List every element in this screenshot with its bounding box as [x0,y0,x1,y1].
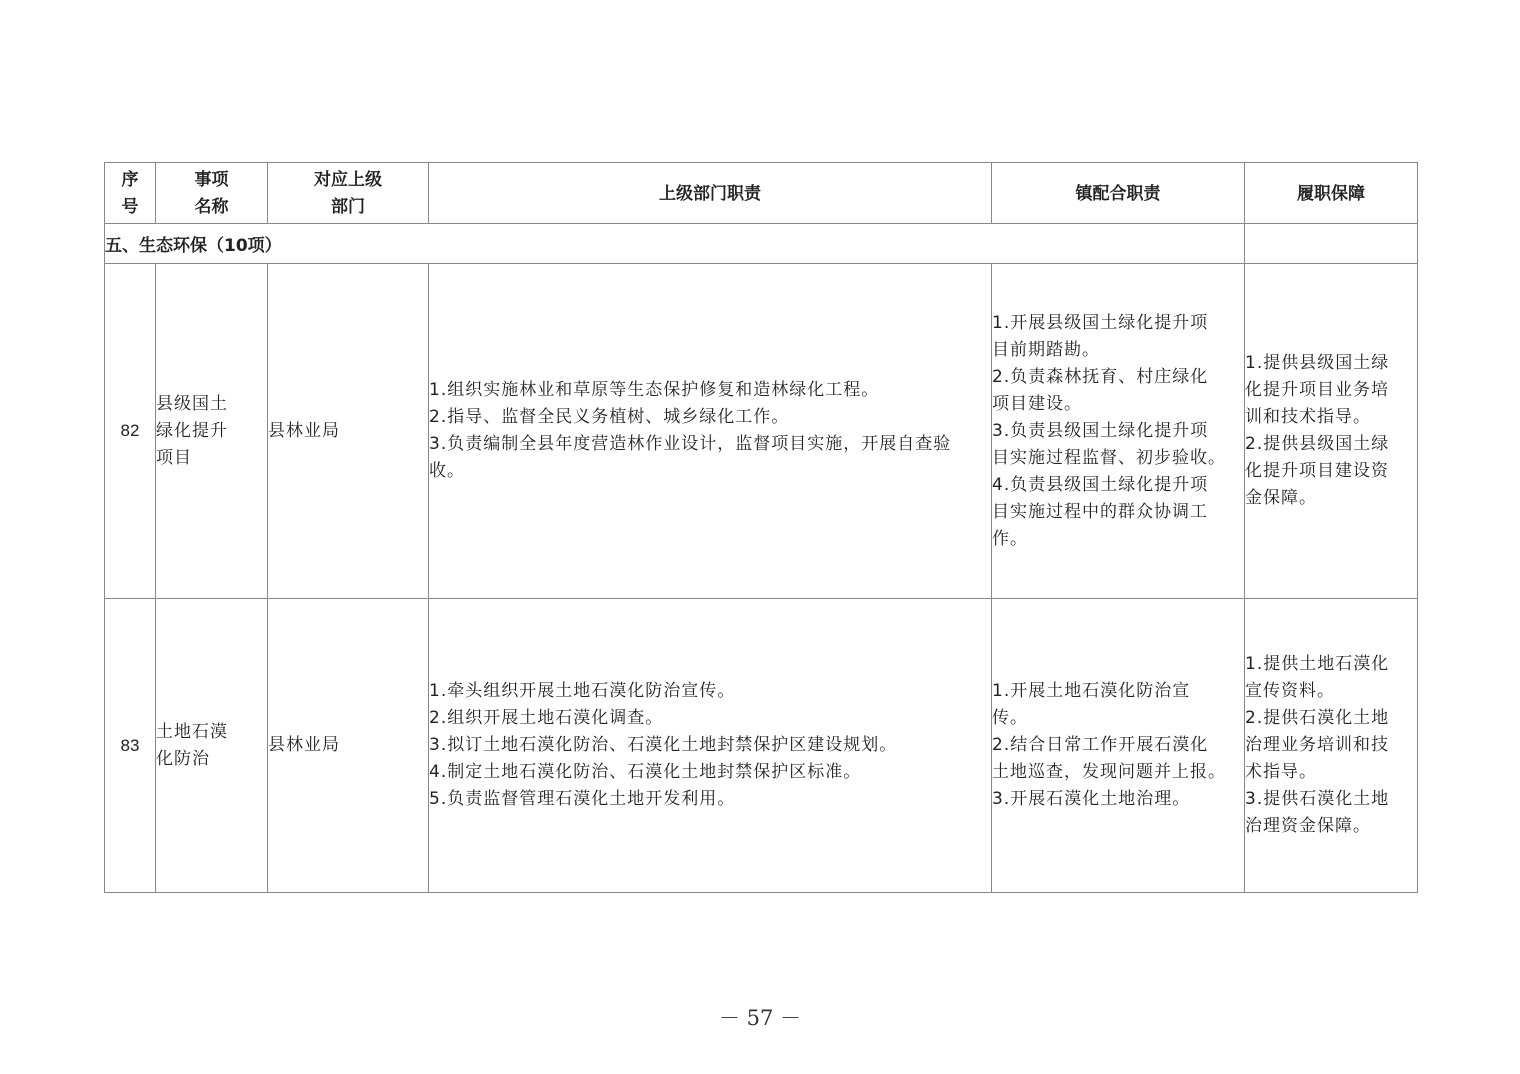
section-title: 五、生态环保（10项） [105,224,1245,264]
row-guarantee: 1.提供土地石漠化 宣传资料。 2.提供石漠化土地 治理业务培训和技 术指导。 3.提供石漠化土地 治理资金保障。 [1245,599,1418,893]
row-item-name: 土地石漠 化防治 [156,599,268,893]
header-item-name: 事项 名称 [156,163,268,224]
row-dept: 县林业局 [268,264,429,599]
row-item-name: 县级国土 绿化提升 项目 [156,264,268,599]
row-upper-duties: 1.组织实施林业和草原等生态保护修复和造林绿化工程。 2.指导、监督全民义务植树、城乡绿化工作。 3.负责编制全县年度营造林作业设计，监督项目实施，开展自查验 收。 [429,264,992,599]
table-row [105,264,1418,599]
row-upper-duties: 1.牵头组织开展土地石漠化防治宣传。 2.组织开展土地石漠化调查。 3.拟订土地石漠化防治、石漠化土地封禁保护区建设规划。 4.制定土地石漠化防治、石漠化土地封禁保护区标准。 5.负责监督管理石漠化土地开发利用。 [429,599,992,893]
header-upper-dept: 对应上级 部门 [268,163,429,224]
section-empty-cell [1245,224,1418,264]
row-seq: 83 [105,599,156,893]
header-seq: 序 号 [105,163,156,224]
row-seq: 82 [105,264,156,599]
header-upper-duties: 上级部门职责 [429,163,992,224]
duty-table [104,162,1418,893]
table-header-row [105,163,1418,224]
row-dept: 县林业局 [268,599,429,893]
row-guarantee: 1.提供县级国土绿 化提升项目业务培 训和技术指导。 2.提供县级国土绿 化提升项目建设资 金保障。 [1245,264,1418,599]
table-row [105,599,1418,893]
header-guarantee: 履职保障 [1245,163,1418,224]
page-number: － 57 － [718,1006,802,1030]
row-town-duties: 1.开展县级国土绿化提升项 目前期踏勘。 2.负责森林抚育、村庄绿化 项目建设。 3.负责县级国土绿化提升项 目实施过程监督、初步验收。 4.负责县级国土绿化提升项 目实施过程中的群众协调工 作。 [992,264,1245,599]
section-row [105,224,1418,264]
row-town-duties: 1.开展土地石漠化防治宣 传。 2.结合日常工作开展石漠化 土地巡查，发现问题并上报。 3.开展石漠化土地治理。 [992,599,1245,893]
header-town-duties: 镇配合职责 [992,163,1245,224]
